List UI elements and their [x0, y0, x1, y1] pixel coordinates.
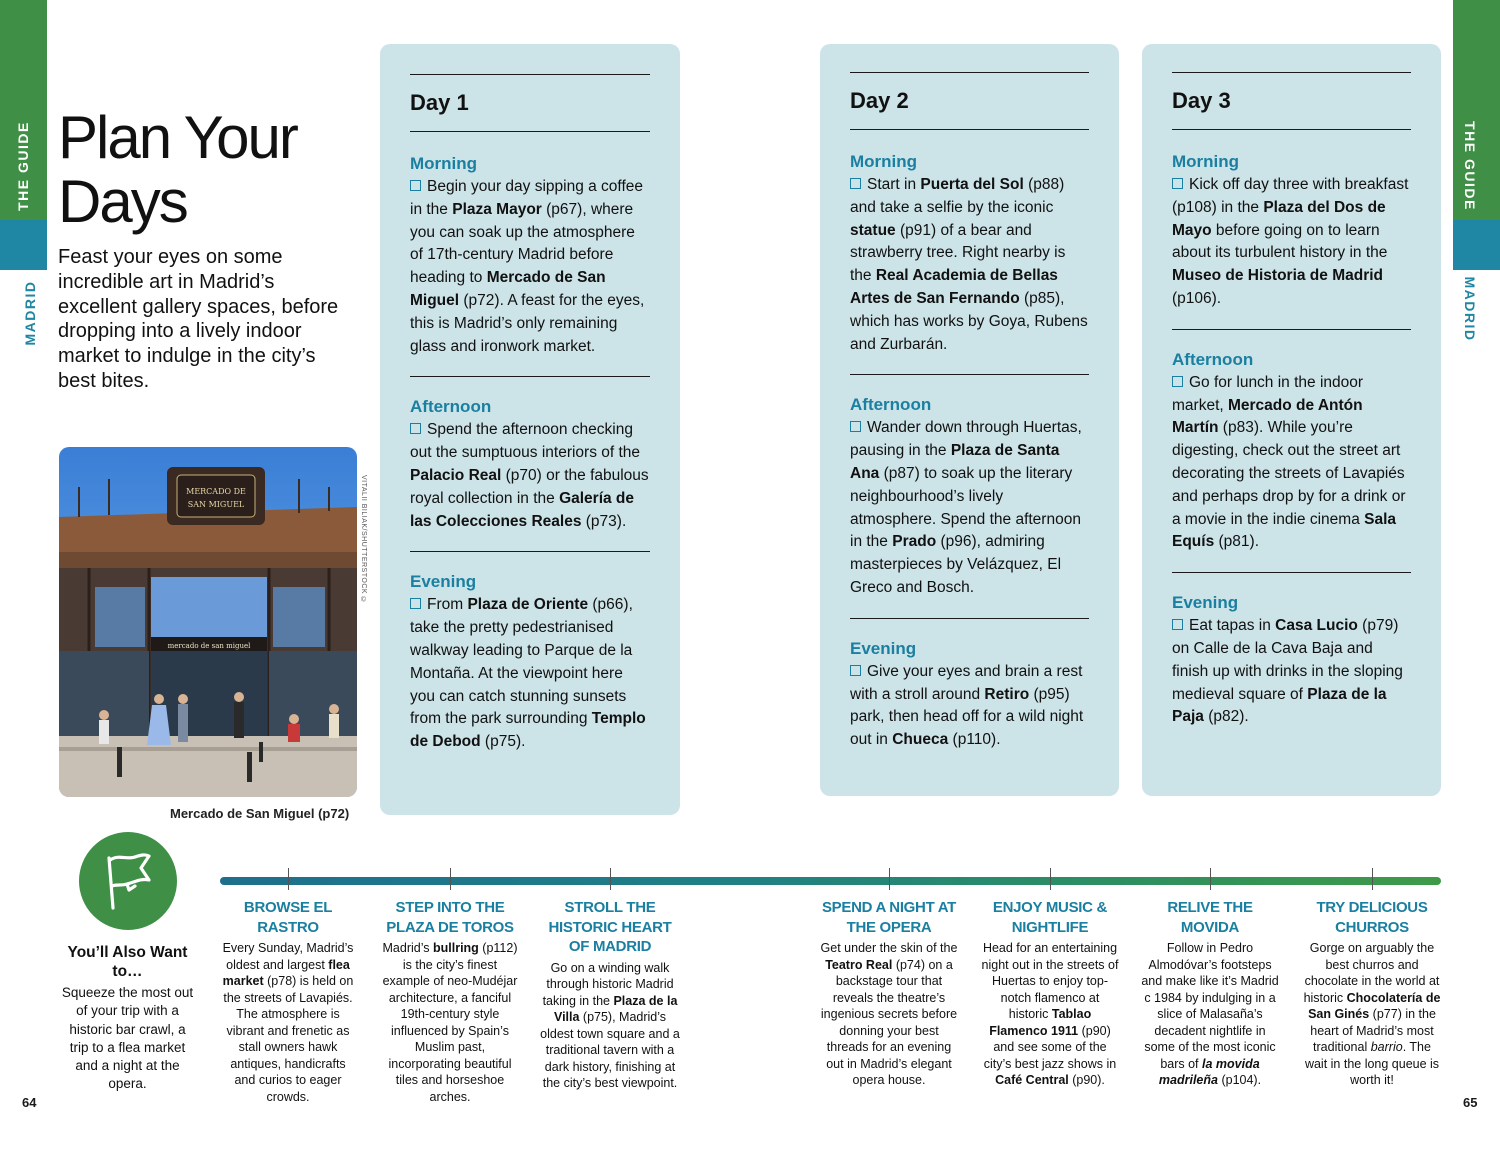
checkbox-icon — [850, 178, 861, 189]
text-run: (p96), admiring masterpieces by Velázquez, El Greco and Bosch. — [850, 533, 1062, 596]
checkbox-icon — [1172, 376, 1183, 387]
activity-text — [220, 940, 356, 1105]
bold-place-name: Plaza del Dos de Mayo — [1172, 198, 1386, 239]
day-section-afternoon — [850, 374, 1089, 617]
bold-place-name: flea market — [222, 957, 350, 988]
also-want-heading: You’ll Also Want to… — [67, 944, 188, 980]
bold-place-name: Mercado de Antón Martín — [1172, 396, 1363, 437]
day-2-card — [820, 44, 1119, 796]
text-run: (p87) to soak up the literary neighbourhood’s lively atmosphere. Spend the afternoon in the — [850, 464, 1081, 551]
text-run: (p85), which has works by Goya, Rubens and Zurbarán. — [850, 289, 1088, 353]
text-run: before going on to learn about its turbulent history in the — [1172, 221, 1388, 262]
activity-item — [980, 898, 1120, 1089]
svg-text:MERCADO DE: MERCADO DE — [186, 487, 246, 496]
day-section-morning — [1172, 130, 1411, 329]
section-label: Afternoon — [410, 397, 492, 417]
text-run: (p88) and take a selfie by the iconic — [850, 176, 1065, 216]
day-section-afternoon — [1172, 329, 1411, 572]
page-title — [58, 106, 297, 234]
text-run: Start in — [867, 176, 921, 193]
text-run: Follow in Pedro Almodóvar’s footsteps and make like it’s Madrid c 1984 by indulging in a slice of Malasaña’s decadent nightlife in some of the most iconic bars of — [1141, 941, 1279, 1071]
day-section-morning — [410, 132, 650, 376]
bold-place-name: Tablao Flamenco 1911 — [989, 1007, 1092, 1038]
section-tab-accent-left — [0, 220, 47, 270]
section-text — [410, 176, 650, 358]
activity-title: RELIVE THE MOVIDA — [1167, 899, 1253, 936]
text-run: Get under the skin of the — [820, 941, 958, 955]
text-run: (p79) on Calle de la Cava Baja and finish up with drinks in the sloping medieval square of — [1172, 617, 1403, 703]
checkbox-icon — [1172, 619, 1183, 630]
checkbox-icon — [850, 421, 861, 432]
market-photo — [59, 447, 357, 797]
text-run: (p77) in the heart of Madrid’s most traditional — [1310, 1007, 1436, 1054]
text-run: Wander down through Huertas, pausing in the — [850, 419, 1082, 460]
activity-text — [819, 940, 959, 1089]
page-title-line-2: Days — [58, 168, 187, 235]
day-title: Day 3 — [1172, 88, 1231, 113]
bold-place-name: Museo de Historia de Madrid — [1172, 267, 1384, 285]
activity-title: STROLL THE HISTORIC HEART OF MADRID — [548, 899, 672, 955]
activity-item — [220, 898, 356, 1105]
text-run: Eat tapas in — [1189, 617, 1276, 635]
checkbox-icon — [410, 180, 421, 191]
day-title: Day 1 — [410, 90, 469, 115]
checkbox-icon — [410, 423, 421, 434]
section-tab-accent-right — [1453, 220, 1500, 270]
section-label: Afternoon — [850, 395, 932, 415]
bold-place-name: Mercado de San Miguel — [410, 269, 606, 309]
page-title-line-1: Plan Your — [58, 104, 297, 171]
text-run: (p73). — [581, 512, 627, 530]
checkbox-icon — [1172, 178, 1183, 189]
svg-text:mercado de san miguel: mercado de san miguel — [167, 642, 251, 650]
activity-title: SPEND A NIGHT AT THE OPERA — [821, 899, 957, 936]
text-run: (p90). — [1068, 1073, 1105, 1087]
section-label: Morning — [1172, 152, 1240, 171]
activity-item — [1140, 898, 1280, 1089]
photo-credit: VITALII BILIAK/SHUTTERSTOCK © — [360, 475, 367, 604]
timeline-tick — [450, 868, 451, 890]
bold-place-name: barrio — [1370, 1040, 1403, 1054]
bold-place-name: statue — [850, 221, 896, 239]
section-text — [850, 174, 1089, 356]
text-run: (p106). — [1172, 289, 1222, 307]
bold-place-name: Palacio Real — [410, 466, 502, 484]
text-run: (p110). — [948, 731, 1001, 749]
page-number-right: 65 — [1463, 1095, 1478, 1110]
bold-place-name: Chocolatería de San Ginés — [1308, 990, 1441, 1021]
section-label-left: THE GUIDE — [15, 121, 31, 211]
text-run: Madrid’s — [382, 941, 433, 955]
text-run: (p75). — [480, 733, 526, 751]
bold-place-name: Café Central — [995, 1073, 1069, 1087]
intro-text: Feast your eyes on some incredible art in Madrid’s excellent gallery spaces, before dropping into a lively indoor market to indulge in the city’s best bites. — [58, 246, 339, 392]
checkbox-icon — [850, 665, 861, 676]
text-run: Go on a winding walk through historic Madrid taking in the — [542, 960, 674, 1008]
text-run: (p112) is the city’s finest example of neo-Mudéjar architecture, a fanciful 19th-century style influenced by Spain’s Muslim past, incorporating beautiful tiles and horseshoe arches. — [382, 941, 518, 1104]
page-number-left: 64 — [22, 1095, 37, 1110]
text-run: (p66), take the pretty pedestrianised walkway leading to Parque de la Montaña. At the viewpoint here you can catch stunning sunsets from the park surrounding — [410, 596, 633, 728]
section-text — [850, 661, 1089, 752]
section-text — [410, 419, 650, 533]
day-title: Day 2 — [850, 88, 909, 113]
bold-place-name: Prado — [892, 533, 937, 551]
text-run: Give your eyes and brain a rest with a stroll around — [850, 662, 1083, 703]
svg-text:SAN MIGUEL: SAN MIGUEL — [187, 500, 245, 509]
section-text — [1172, 615, 1411, 729]
text-run: (p74) on a backstage tour that reveals the theatre’s ingenious secrets before donning your best threads for an evening out in Madrid’s elegant opera house. — [820, 957, 958, 1087]
text-run: (p83). While you’re digesting, check out the street art decorating the streets of Lavapiés and perhaps drop by for a drink or a movie in the indie cinema — [1172, 419, 1406, 528]
text-run: (p67), where you can soak up the atmosphere of 17th-century Madrid before heading to — [410, 200, 635, 287]
day-section-evening — [410, 551, 650, 772]
city-label-right: MADRID — [1462, 276, 1478, 342]
activity-item — [540, 898, 680, 1092]
text-run: (p72). A feast for the eyes, this is Madrid’s only remaining glass and ironwork market. — [410, 291, 645, 355]
section-text — [410, 594, 650, 754]
bold-place-name: Plaza de Oriente — [467, 596, 589, 614]
text-run: (p70) or the fabulous royal collection in the — [410, 466, 649, 507]
activity-title: STEP INTO THE PLAZA DE TOROS — [386, 899, 514, 936]
activity-text — [540, 960, 680, 1092]
timeline-tick — [610, 868, 611, 890]
timeline-tick — [1050, 868, 1051, 890]
activity-item — [819, 898, 959, 1089]
timeline-tick — [288, 868, 289, 890]
bold-place-name: Plaza de Santa Ana — [850, 442, 1060, 482]
text-run: (p91) of a bear and strawberry tree. Right nearby is the — [850, 221, 1066, 285]
activity-title: BROWSE EL RASTRO — [243, 899, 333, 936]
timeline-tick — [1210, 868, 1211, 890]
day-1-card — [380, 44, 680, 815]
activity-text — [382, 940, 518, 1105]
bold-place-name: Plaza de la Villa — [553, 993, 678, 1024]
activity-text — [1302, 940, 1442, 1089]
activity-item — [1302, 898, 1442, 1089]
text-run: (p75), Madrid’s oldest town square and a traditional tavern with a dark history, finishing at the city’s best viewpoint. — [540, 1010, 680, 1090]
bold-place-name: Galería de las Colecciones Reales — [410, 489, 635, 530]
text-run: Gorge on arguably the best churros and chocolate in the world at historic — [1303, 941, 1440, 1005]
timeline-bar — [220, 877, 1441, 885]
text-run: (p95) park, then head off for a wild night out in — [850, 685, 1084, 749]
text-run: (p90) and see some of the city’s best jazz shows in — [983, 1023, 1117, 1071]
bold-place-name: Casa Lucio — [1275, 617, 1358, 635]
bold-place-name: Real Academia de Bellas Artes de San Fernando — [850, 267, 1058, 307]
bold-place-name: Templo de Debod — [410, 710, 646, 751]
text-run: (p81). — [1214, 533, 1260, 551]
text-run: Every Sunday, Madrid’s oldest and largest — [222, 941, 354, 972]
text-run: Go for lunch in the indoor market, — [1172, 373, 1364, 414]
day-3-card — [1142, 44, 1441, 796]
text-run: Head for an entertaining night out in the streets of Huertas to enjoy top-notch flamenco at historic — [981, 941, 1119, 1021]
city-label-left: MADRID — [22, 280, 38, 346]
bold-place-name: Puerta del Sol — [920, 176, 1024, 193]
section-label: Morning — [410, 154, 478, 173]
section-label-right: THE GUIDE — [1462, 121, 1478, 211]
text-run: (p104). — [1217, 1073, 1262, 1087]
activity-title: ENJOY MUSIC & NIGHTLIFE — [992, 899, 1108, 936]
text-run: (p78) is held on the streets of Lavapiés. The atmosphere is vibrant and frenetic as stall owners hawk antiques, handicrafts and curios to eager crowds. — [223, 974, 354, 1104]
section-label: Evening — [850, 638, 917, 658]
activity-title: TRY DELICIOUS CHURROS — [1316, 899, 1428, 936]
section-label: Evening — [410, 572, 477, 592]
day-section-morning — [850, 130, 1089, 374]
bold-place-name: Plaza de la Paja — [1172, 685, 1387, 726]
bold-place-name: la movida madrileña — [1158, 1056, 1260, 1087]
photo-caption: Mercado de San Miguel (p72) — [170, 806, 350, 821]
text-run: Begin your day sipping a coffee in the — [410, 178, 644, 218]
activity-item — [382, 898, 518, 1105]
timeline-tick — [889, 868, 890, 890]
bold-place-name: Teatro Real — [825, 957, 893, 972]
flag-icon — [79, 832, 177, 930]
text-run: (p82). — [1203, 708, 1249, 726]
day-section-evening — [1172, 572, 1411, 747]
text-run: Kick off day three with breakfast (p108) in the — [1172, 176, 1409, 216]
text-run: From — [427, 596, 468, 614]
bold-place-name: Plaza Mayor — [452, 200, 542, 218]
bold-place-name: Sala Equís — [1172, 510, 1397, 551]
checkbox-icon — [410, 598, 421, 609]
bold-place-name: Chueca — [892, 731, 949, 749]
activity-text — [1140, 940, 1280, 1089]
section-label: Evening — [1172, 593, 1239, 613]
section-label: Morning — [850, 152, 918, 171]
text-run: . The wait in the long queue is worth it! — [1304, 1040, 1440, 1087]
section-text — [1172, 372, 1411, 554]
bold-place-name: Retiro — [984, 685, 1030, 703]
text-run: Spend the afternoon checking out the sumptuous interiors of the — [410, 421, 641, 462]
also-want-text: Squeeze the most out of your trip with a historic bar crawl, a trip to a flea market and a night at the opera. — [61, 985, 194, 1092]
activity-text — [980, 940, 1120, 1089]
section-text — [1172, 174, 1411, 311]
bold-place-name: bullring — [432, 941, 479, 955]
section-label: Afternoon — [1172, 349, 1254, 369]
day-section-evening — [850, 618, 1089, 770]
day-section-afternoon — [410, 376, 650, 551]
timeline-tick — [1372, 868, 1373, 890]
section-text — [850, 417, 1089, 599]
